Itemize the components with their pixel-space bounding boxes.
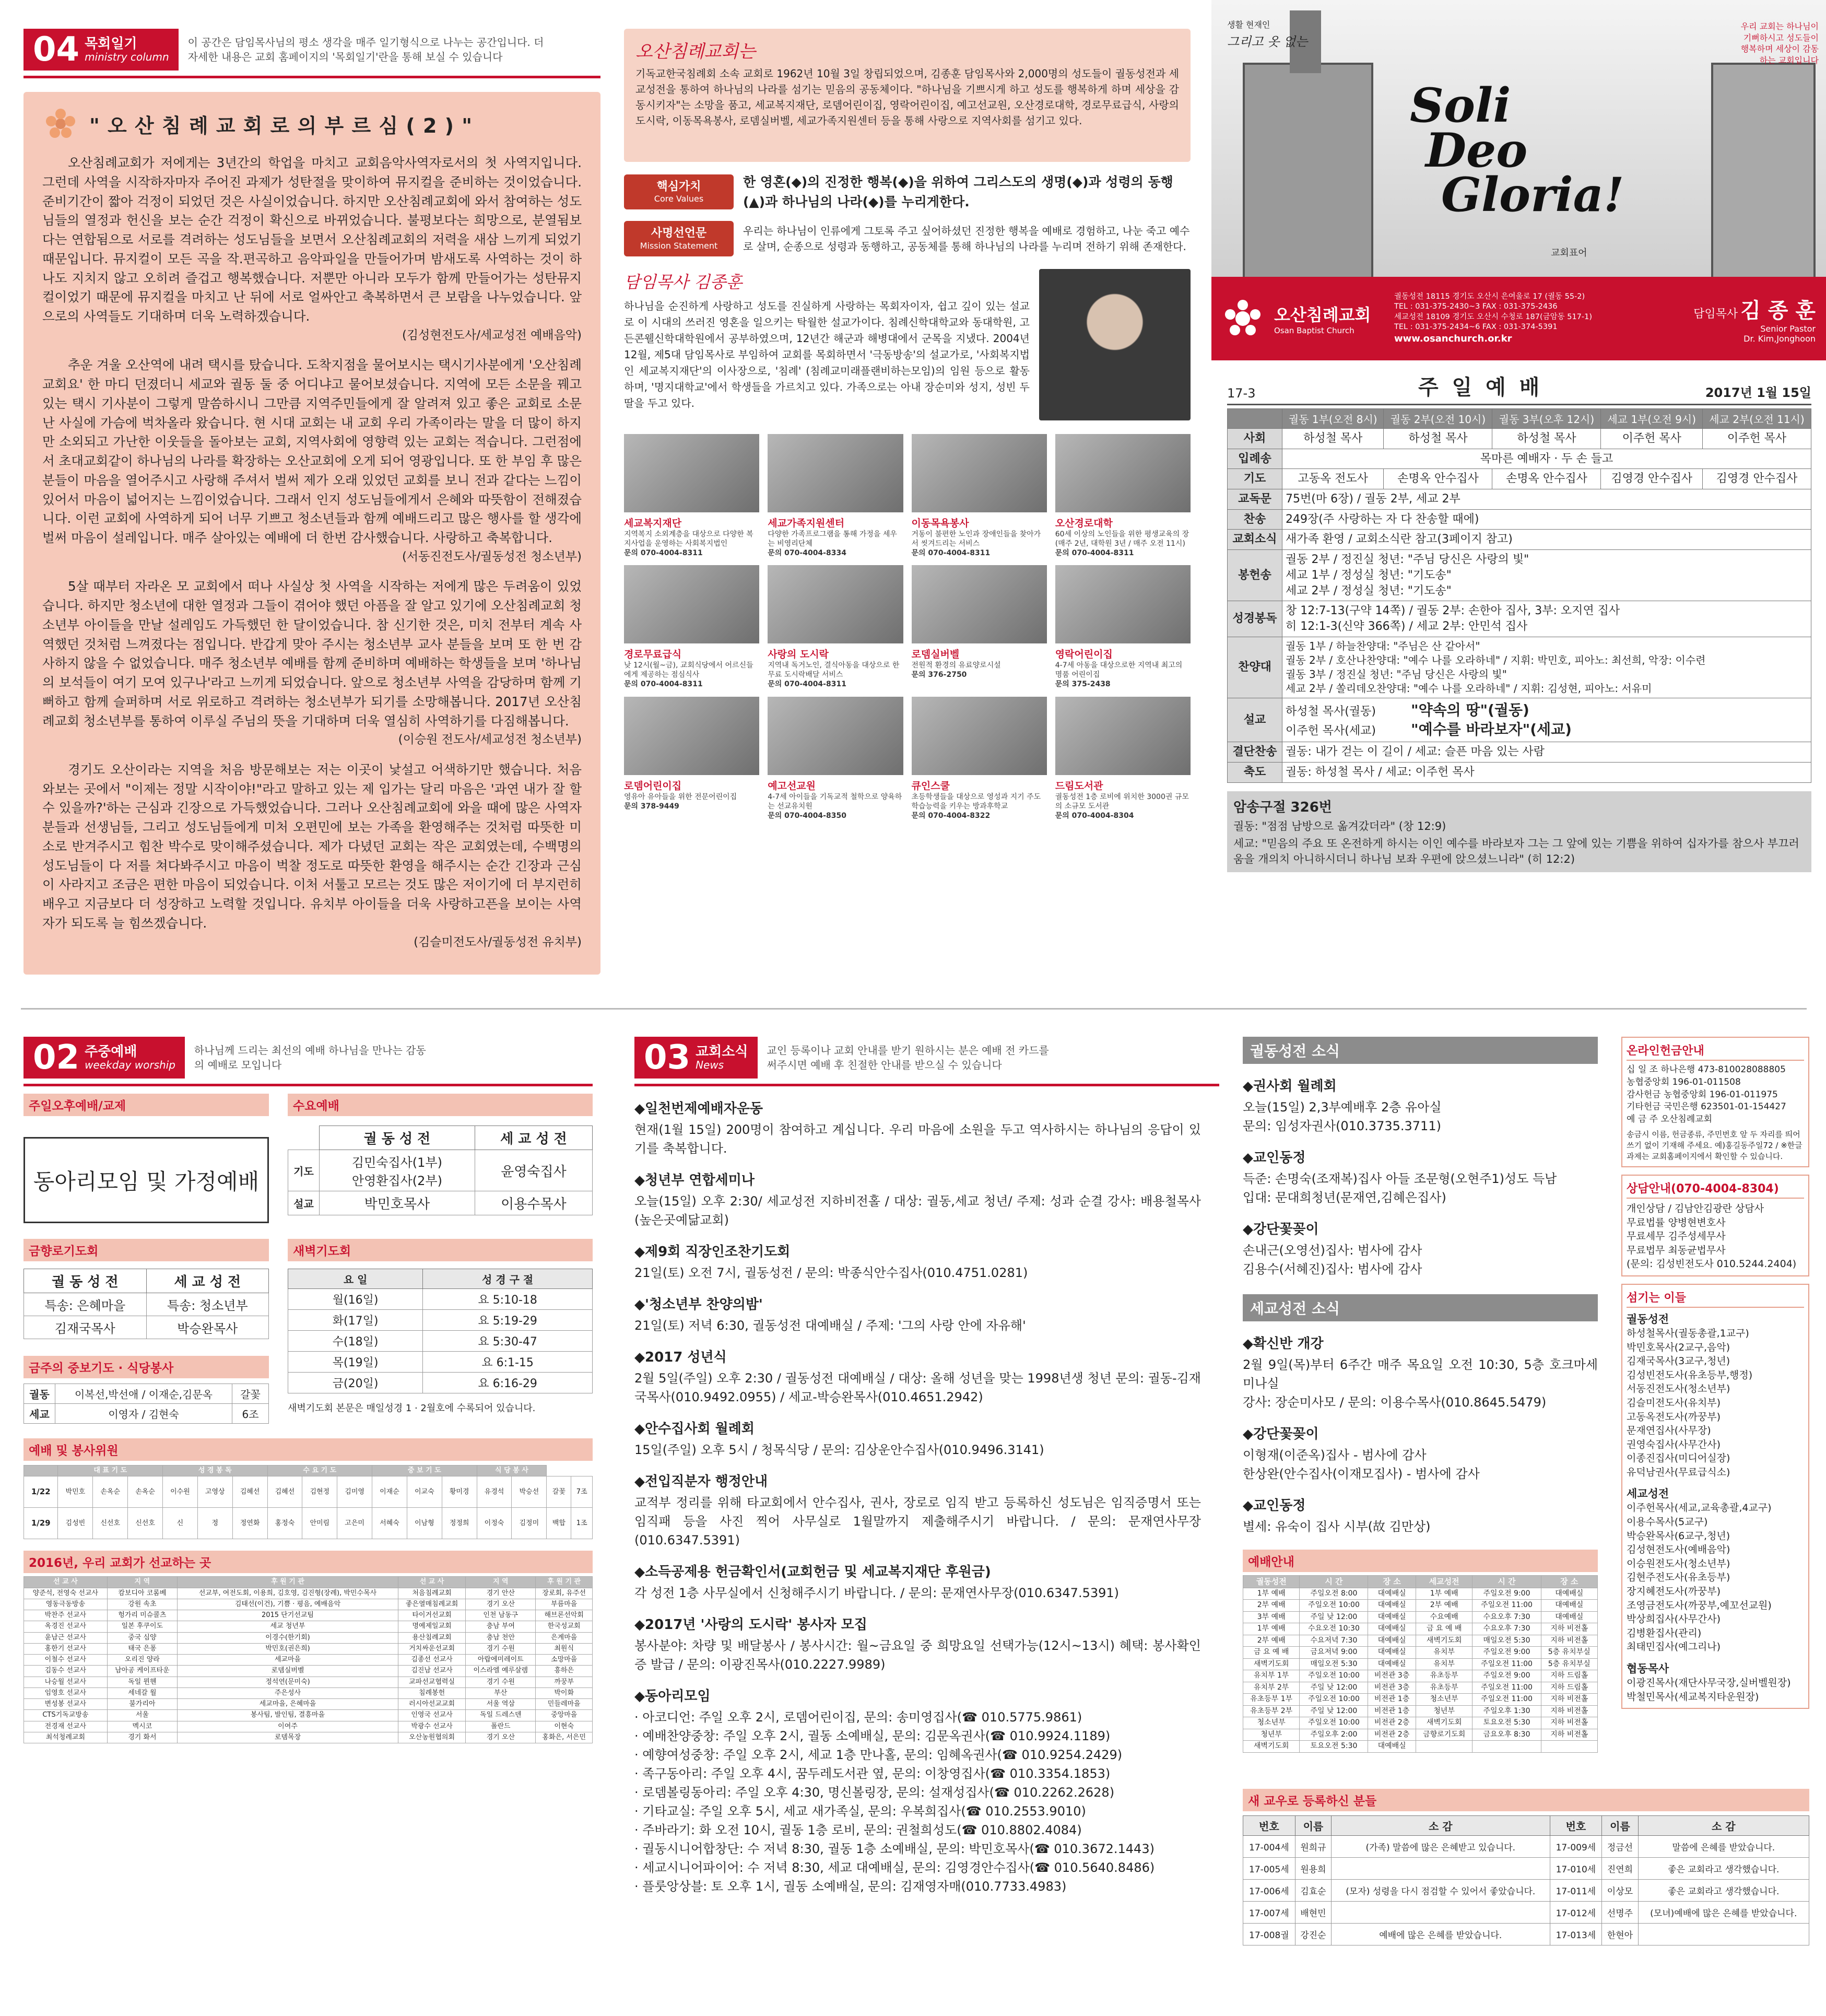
news-heading: ◆전입직분자 행정안내 — [634, 1474, 768, 1490]
address-gwoldong: 궐동성전 18115 경기도 오산시 은여울로 17 (궐동 55-2) — [1394, 292, 1585, 301]
pastor-name: 김 종 훈 — [1740, 298, 1816, 323]
newcomer-row: 17-007세 배현민 17-012세 선명주 (모녀)예배에 많은 은혜를 받았습니다. — [1243, 1902, 1809, 1924]
news-heading: ◆제9회 직장인조찬기도회 — [634, 1244, 791, 1260]
guide-row: 새벽기도회 매일오전 5:30 대예배실 유치부 주일오전 11:00 5층 유치부실 — [1243, 1658, 1598, 1670]
mission-row: 전경재 선교사 멕시코 이여주 박광수 선교사 폴란드 이현숙 — [24, 1721, 593, 1732]
intro-box — [624, 29, 1191, 162]
guide-row: 유초등부 2부 주일 낮 12:00 비전관 1층 청년부 주일오후 1:30 지하 비전홀 — [1243, 1705, 1598, 1717]
gwoldong-staff: 하성철목사(궐동총괄,1교구) 박민호목사(2교구,음악) 김재국목사(3교구,청년) 김성빈전도사(유초등부,행정) 서동진전도사(청소년부) 김슬미전도사(유치부) 고동옥전도사(까꿍부) 문재연집사(사무장) 권영숙집사(사무간사) 이종진집사(미디어실장) 유덕남권사(무료급식소) — [1627, 1327, 1753, 1478]
right-note: 우리 교회는 하나님이 기뻐하시고 성도들이 행복하며 세상이 감동하는 교회입니다 — [1740, 21, 1819, 65]
decision-hymn: 궐동: 내가 걷는 이 길이 / 세교: 슬픈 마음 있는 사람 — [1282, 742, 1811, 763]
ministry-tel: 문의 070-4004-8311 — [768, 680, 846, 689]
news-body: 오늘(15일) 오후 2:30/ 세교성전 지하비전홀 / 대상: 궐동,세교 청년/ 주제: 성과 순결 강사: 배용철목사(높은곳예닮교회) — [634, 1194, 1201, 1227]
news-heading: ◆청년부 연합세미나 — [634, 1173, 755, 1188]
mission-row: 변성봉 선교사 불가리아 세교마을, 은혜마을 러시아선교교회 서울 역삼 민들레마을 — [24, 1699, 593, 1710]
intercession-table: 궐동 이복선,박선애 / 이재순,김문옥 갈꽃 세교 이영자 / 김현숙 6조 — [23, 1384, 269, 1424]
worship-title: 주 일 예 배 — [1418, 376, 1543, 400]
news-heading: ◆동아리모임 — [634, 1689, 711, 1704]
page-divider — [21, 1008, 1807, 1010]
intro-text: 기독교한국침례회 소속 교회로 1962년 10월 3일 창립되었으며, 김종훈 담임목사와 2,000명의 성도들이 궐동성전과 세교성전을 통하여 하나님의 나라를 섬기는 믿음의 공동체이다. "하나님을 기쁘시게 하고 성도를 행복하게 하며 세상을 감동시키자"는 소망을 품고, 세교복지재단, 로뎀어린이집, 영락어린이집, 예고선교원, 오산경로대학, 경로무료급식, 사랑의도시락, 이동목욕봉사, 로뎀실버벨, 세교가족지원센터 등을 통해 사랑으로 지역사회를 섬기고 있다. — [635, 67, 1179, 127]
news-body: 교적부 정리를 위해 타교회에서 안수집사, 권사, 장로로 임직 받고 등록하신 성도님은 임직증명서 또는 임직패 등을 사진 찍어 사무실로 1월말까지 제출해주시기 바랍니다. / 문의: 문재연사무장(010.6347.5391) — [634, 1495, 1201, 1548]
dawn-prayer-title: 새벽기도회 — [288, 1239, 593, 1261]
ministry-desc: 다양한 가족프로그램을 통해 가정을 세우는 비영리단체 — [768, 530, 897, 548]
ministry-title: 큐인스쿨 — [911, 780, 950, 792]
counseling-list: 개인상담 / 김남안김광란 상담사 무료법률 양병현변호사 무료세무 김주성세무사 무료법무 최동균법무사 (문의: 김성빈전도사 010.5244.2404) — [1627, 1202, 1797, 1270]
worship-guide-table: 궐동성전 시 간 장 소 세교성전 시 간 장 소 1부 예배 주일오전 8:00 대예배실 1부 예배 주일오전 9:00 대예배실 2부 예배 주일오전 10:00 대예배실 2부 예배 주일오전 11:00 대예배실 3부 예배 주일 낮 12:00 대예배실 수요예배 수요오후 7:30 대예배실 1부 예배 수요오전 10:30 대예배실 금 요 예 배 수요오후 7:30 지하 비전홀 2부 예배 수요저녁 7:30 대예배실 새벽기도회 매일오전 5:30 지하 비전홀 금 요 예 배 금요저녁 9:00 대예배실 유치부 주일오전 9:00 5층 유치부실 새벽기도회 매일오전 5:30 대예배실 유치부 주일오전 11:00 5층 유치부실 유치부 1부 주일오전 10:00 비전관 3층 유초등부 주일오전 9:00 지하 드림홀 유치부 2부 주일 낮 12:00 비전관 3층 유초등부 주일오전 11:00 지하 드림홀 유초등부 1부 주일오전 10:00 비전관 1층 청소년부 주일오전 11:00 지하 비전홀 유초등부 2부 주일 낮 12:00 비전관 1층 청년부 주일오후 1:30 지하 비전홀 청소년부 주일오전 10:00 비전관 2층 새벽기도회 토요오전 5:30 지하 비전홀 청년부 주일오후 2:00 비전관 2층 금향로기도회 금요오후 8:30 지하 비전홀 새벽기도회 토요오전 5:30 대예배실 — [1243, 1575, 1598, 1753]
section-description: 이 공간은 담임목사님의 평소 생각을 매주 일기형식으로 나누는 공간입니다. 더 자세한 내용은 교회 홈페이지의 '목회일기'란을 통해 보실 수 있습니다 — [187, 36, 544, 63]
online-offering-note: 송금시 이름, 헌금종류, 주민번호 앞 두 자리를 띄어쓰기 없이 기재해 주세요. 예)홍길동주일72 / ※한글과제는 교회홈페이지에서 확인할 수 있습니다. — [1627, 1129, 1803, 1161]
service-row: 1/29 김성빈 신선호 신선호 신 정 정연화 홍정숙 안미림 고은미 서혜숙 이남형 정정희 이정숙 김정미 백합 1조 — [24, 1508, 593, 1539]
pastor-label: 담임목사 — [1693, 307, 1738, 321]
news-heading: ◆교인동정 — [1243, 1498, 1306, 1514]
mission-row: 영동극동방송 강원 속초 김태선(이건), 기쁨 · 평음, 예배음악 좋은열매침례교회 경기 오산 부름마을 — [24, 1599, 593, 1610]
mission-row: 홍한기 선교사 태국 은퐁 박민호(권은희) 거치싸운선교회 경기 수원 최원식 — [24, 1643, 593, 1654]
motto-deo: Deo — [1426, 122, 1528, 178]
mission-row: 임영호 선교사 세네갈 월 주은성사 침례봉헌 부산 박이화 — [24, 1687, 593, 1698]
ministry-card — [768, 565, 903, 689]
section-badge — [23, 29, 179, 71]
column-paragraph: 경기도 오산이라는 지역을 처음 방문해보는 저는 이곳이 낯설고 어색하기만 했습니다. 처음 와보는 곳에서 "이제는 정말 시작이야!"라고 말하고 있는 제 입가는 달리 마음은 '과연 내가 잘 할 수 있을까?'하는 근심과 긴장으로 가득했었습니다. 그러나 오산침례교회에 와을 때에 많은 사역자분들과 선생님들, 그리고 성도님들에게 미처 오편민에 보는 가족을 환영해주는 것처럼 따뜻한 미소로 반겨주시고 힘찬 박수로 맞이해주셨습니다. 제가 다녔던 교회는 작은 교회였는데, 수백명의 성도님들이 다 저를 쳐다봐주시고 마음이 벅찰 정도로 따뜻한 환영을 해주시는 순간 긴장과 근심이 사라지고 조금은 편한 마음이 되었습니다. 이처 서툴고 모르는 것도 많은 저이기에 더 부지런히 배우고 지금보다 더 성장하고 노력할 것입니다. 유치부 아이들을 더욱 사랑하고픈을 보이는 사역자가 되도록 늘 힘쓰겠습니다. (김슬미전도사/궐동성전 유치부) — [42, 760, 582, 951]
counseling-box: 상담안내(070-4004-8304) 개인상담 / 김남안김광란 상담사 무료법률 양병현변호사 무료세무 김주성세무사 무료법무 최동균법무사 (문의: 김성빈전도사 010.5244.2404) — [1621, 1175, 1809, 1276]
ministry-photo — [624, 565, 759, 643]
ministry-card — [1055, 565, 1191, 689]
dawn-prayer-note: 새벽기도회 본문은 매일성경 1 · 2월호에 수록되어 있습니다. — [288, 1403, 536, 1414]
ministry-photo — [912, 697, 1047, 775]
cover-art — [1211, 0, 1826, 277]
dawn-row: 금(20일) 요 6:16-29 — [288, 1373, 593, 1393]
intercession-title: 금주의 중보기도 · 식당봉사 — [23, 1356, 269, 1378]
core-values-text: 한 영혼(◆)의 진정한 행복(◆)을 위하여 그리스도의 생명(◆)과 성령의 동행(▲)과 하나님의 나라(◆)를 누리게한다. — [743, 174, 1173, 209]
website-link[interactable]: www.osanchurch.or.kr — [1394, 333, 1512, 344]
column-title: " 오 산 침 례 교 회 로 의 부 르 심 ( 2 ) " — [89, 114, 473, 137]
mission-badge — [624, 221, 734, 256]
missions-title: 2016년, 우리 교회가 선교하는 곳 — [23, 1551, 593, 1573]
ministry-desc: 궐동성전 1층 로비에 위치한 3000권 규모의 소규모 도서관 — [1055, 792, 1189, 811]
friday-table: 궐 동 성 전 세 교 성 전 특송: 은혜마을 특송: 청소년부 김재국목사 박승완목사 — [23, 1269, 269, 1339]
prayer-cell: 손명옥 안수집사 — [1384, 469, 1492, 489]
gwoldong-news-title: 궐동성전 소식 — [1243, 1037, 1598, 1064]
ministry-card — [1055, 697, 1191, 821]
wednesday-title: 수요예배 — [288, 1094, 593, 1116]
author-signature: (김성현전도사/세교성전 예배음악) — [402, 328, 582, 342]
mission-text: 우리는 하나님이 인류에게 그토록 주고 싶어하셨던 진정한 행복을 예배로 경험하고, 나눈 죽고 예수로 살며, 순종으로 성령과 동행하고, 공동체를 통해 하나님의 나라를 누리며 전하기 위해 존재한다. — [743, 224, 1190, 253]
page-2-weekday-worship — [23, 1037, 593, 2003]
news-body: 봉사분야: 차량 및 배달봉사 / 봉사시간: 월~금요일 중 희망요일 선택가능(12시~13시) 혜택: 봉사확인증 발급 / 문의: 이광진목사(010.2227.9989) — [634, 1638, 1201, 1672]
news-body: 15일(주일) 오후 5시 / 청목식당 / 문의: 김상운안수집사(010.9496.3141) — [634, 1443, 1044, 1457]
mission-label: 사명선언문 — [651, 227, 707, 240]
section-badge: 03 교회소식 News — [634, 1037, 758, 1079]
motto-gloria: Gloria! — [1441, 167, 1624, 222]
mission-row: 나승월 선교사 독일 뮌헨 정석연(문미숙) 교파선교협력실 경기 수원 까꿍부 — [24, 1677, 593, 1687]
sermon: 하성철 목사(궐동) "약속의 땅"(궐동) 이주헌 목사(세교) "예수를 바라보자"(세교) — [1282, 698, 1811, 742]
ministry-desc: 영유아 유아들을 위한 전문어린이집 — [624, 792, 737, 801]
ministry-title: 예고선교원 — [768, 780, 816, 792]
ministry-photo — [912, 434, 1047, 512]
motto — [1410, 78, 1624, 222]
church-news-list — [634, 1086, 1201, 1896]
guide-row: 새벽기도회 토요오전 5:30 대예배실 — [1243, 1741, 1598, 1753]
news-body: 이형재(이준옥)집사 - 범사에 감사 한상완(안수집사(이재모집사) - 범사에 감사 — [1243, 1448, 1480, 1481]
motto-caption: 교회표어 — [1551, 248, 1587, 259]
ministry-desc: 60세 이상의 노인들을 위한 평생교육의 장(매주 2년, 대학원 3년 / 매주 오전 11시) — [1055, 530, 1189, 548]
ministry-title: 이동목욕봉사 — [911, 517, 969, 529]
ministry-title: 오산경로대학 — [1055, 517, 1113, 529]
ministry-photo — [768, 697, 903, 775]
ministry-tel: 문의 070-4004-8304 — [1055, 812, 1134, 820]
ministry-desc: 지역내 독거노인, 결식아동을 대상으로 한 무료 도시락배달 서비스 — [768, 661, 900, 679]
ministry-title: 로뎀실버벨 — [911, 649, 960, 661]
news-heading: ◆강단꽃꽂이 — [1243, 1222, 1319, 1237]
ministry-title: 세교가족지원센터 — [768, 517, 845, 529]
mission-label-en: Mission Statement — [640, 240, 718, 251]
news-body: 득준: 손명숙(조재복)집사 아들 조문형(오현주1)성도 득남 입대: 문대희청년(문재연,김혜은집사) — [1243, 1171, 1557, 1205]
page-1-cover — [1211, 0, 1826, 982]
worship-column-header: 궐동 1부(오전 8시) — [1282, 409, 1384, 429]
column-paragraph: 오산침례교회가 저에게는 3년간의 학업을 마치고 교회음악사역자로서의 첫 사역지입니다. 그런데 사역을 시작하자마자 주어진 과제가 성탄절을 맞이하여 뮤지컬을 준비하는 것이었습니다. 준비기간이 짧아 걱정이 되었던 것은 사실이었습니다. 하지만 오산침례교회에 와서 참여하는 성도님들의 열정과 헌신을 보는 순간 걱정이 확신으로 바뀌었습니다. 불평보다는 희망으로, 분열됨보다는 연합됨으로 서로를 격려하는 성도님들을 보면서 오산침례교회의 저력을 새삼 느끼게 되었기 때문입니다. 뮤지컬이 모든 곡을 작.편곡하고 음악파일을 만들어가며 밤새도록 사역하는 것이 하나도 지치지 않고 오히려 즐겁고 행복했습니다. 저뿐만 아니라 모두가 함께 만들어가는 성탄뮤지컬이었기 때문에 뮤지컬을 마치고 난 뒤에 서로 얼싸안고 축복하면서 큰 보람을 나누었습니다. 앞으로의 사역들도 기대하며 더욱 노력하겠습니다. (김성현전도사/세교성전 예배음악) — [42, 154, 582, 344]
ministry-tel: 문의 070-4004-8311 — [911, 548, 991, 557]
dawn-row: 수(18일) 요 5:30-47 — [288, 1331, 593, 1352]
choir: 궐동 1부 / 하늘찬양대: "주님은 산 같아서" 궐동 2부 / 호산나찬양대: "예수 나를 오라하네" / 지휘: 박민호, 피아노: 최선희, 악장: 이수련 궐동 3부 / 정진실 청년: "주님 당신은 사랑의 빛" 세교 2부 / 쏠리데오찬양대: "예수 나를 오라하네" / 지휘: 김성현, 피아노: 서유미 — [1282, 637, 1811, 698]
news-body: · 아코디언: 주일 오후 2시, 로뎀어린이집, 문의: 송미영집사(☎ 010.5775.9861) · 예배찬양중창: 주일 오후 2시, 궐동 소예배실, 문의: 김문옥권사(☎ 010.9924.1189) · 예향여성중창: 주일 오후 2시, 세교 1층 만나홀, 문의: 임혜옥권사(☎ 010.9254.2429) · 족구동아리: 주일 오후 4시, 꿈두레도서관 옆, 문의: 이창영집사(☎ 010.3354.1853) · 로뎀볼링동아리: 주일 오후 4:30, 명신볼링장, 문의: 설재성집사(☎ 010.2262.2628) · 기타교실: 주일 오후 5시, 세교 새가족실, 문의: 우복희집사(☎ 010.2553.9010) · 주바라기: 화 오전 10시, 궐동 1층 로비, 문의: 권철희성도(☎ 010.8802.4084) · 궐동시니어합창단: 수 저녁 8:30, 궐동 1층 소예배실, 문의: 박민호목사(☎ 010.3672.1443) · 세교시니어파이어: 수 저녁 8:30, 세교 대예배실, 문의: 김영경안수집사(☎ 010.5640.8486) · 플룻앙상블: 토 오후 1시, 궐동 소예배실, 문의: 김재영자매(010.7733.4983) — [634, 1710, 1155, 1894]
ministry-title: 드림도서관 — [1055, 780, 1103, 792]
host-cell: 이주헌 목사 — [1702, 429, 1811, 449]
issue-number: 17-3 — [1227, 386, 1256, 401]
info-sidebar — [1621, 1037, 1809, 1709]
ministry-tel: 문의 378-9449 — [624, 802, 679, 811]
mission-row: 양준석, 전영숙 선교사 캄보디아 코롬볘 선교부, 여전도회, 이용희, 김호영, 김진형(장례), 박민수목사 처음침례교회 경기 안산 장로회, 유주선 — [24, 1588, 593, 1599]
section-number: 04 — [33, 30, 80, 69]
news-body: 21일(토) 오전 7시, 궐동성전 / 문의: 박종식안수집사(010.4751.0281) — [634, 1265, 1028, 1280]
news-heading: ◆'청소년부 찬양의밤' — [634, 1297, 763, 1312]
news-body: 2월 5일(주일) 오후 2:30 / 궐동성전 대예배실 / 대상: 올해 성년을 맞는 1998년생 청년 문의: 궐동-김재국목사(010.9492.0955) / 세교-박승완목사(010.4651.2942) — [634, 1371, 1201, 1404]
newcomers-section — [1243, 1789, 1809, 1945]
prayer-cell: 손명옥 안수집사 — [1492, 469, 1601, 489]
author-signature: (이승원 전도사/세교성전 청소년부) — [398, 733, 582, 747]
church-name-en: Osan Baptist Church — [1274, 326, 1354, 335]
ministry-photo — [1055, 697, 1191, 775]
guide-row: 3부 예배 주일 낮 12:00 대예배실 수요예배 수요오후 7:30 대예배실 — [1243, 1611, 1598, 1623]
news-heading: ◆확신반 개강 — [1243, 1336, 1324, 1352]
guide-row: 1부 예배 주일오전 8:00 대예배실 1부 예배 주일오전 9:00 대예배실 — [1243, 1588, 1598, 1600]
mission-row: 이철수 선교사 오리진 양라 세교마을 김종선 선교사 아랍에미레이트 소망마을 — [24, 1655, 593, 1666]
mission-row: CTS기독교방송 서울 봉사팀, 발인팀, 결흥마을 인영국 선교사 독일 드레스덴 중앙마을 — [24, 1710, 593, 1721]
host-cell: 하성철 목사 — [1492, 429, 1601, 449]
ministry-card — [912, 565, 1047, 689]
top-hand: 그리고 옷 없는 — [1227, 34, 1308, 49]
dawn-row: 월(16일) 요 5:10-18 — [288, 1289, 593, 1310]
online-offering-box: 온라인헌금안내 십 일 조 하나은행 473-810028088805 농협중앙회 196-01-011508 감사헌금 농협중앙회 196-01-011975 기타헌금 국민은행 623501-01-154427 예 금 주 오산침례교회 송금시 이름, 헌금종류, 주민번호 앞 두 자리를 띄어쓰기 없이 기재해 주세요. 예)홍길동주일72 / ※한글과제는 교회홈페이지에서 확인할 수 있습니다. — [1621, 1037, 1809, 1167]
service-committee-title: 예배 및 봉사위원 — [23, 1438, 593, 1461]
ministry-card — [912, 434, 1047, 558]
ministry-photo — [624, 697, 759, 775]
pastor-name-en: Dr. Kim,Jonghoon — [1743, 333, 1816, 344]
page-4-header — [23, 29, 600, 78]
prayer-cell: 김영경 안수집사 — [1702, 469, 1811, 489]
worship-guide-title: 예배안내 — [1243, 1550, 1598, 1572]
ministry-tel: 문의 070-4004-8311 — [624, 680, 703, 689]
sunday-afternoon-title: 주일오후예배/교제 — [23, 1094, 269, 1116]
ministry-photo — [624, 434, 759, 512]
scripture-reading: 창 12:7-13(구약 14쪽) / 궐동 2부: 손한아 집사, 3부: 오지연 집사 히 12:1-3(신약 366쪽) / 세교 2부: 안민석 집사 — [1282, 601, 1811, 637]
memory-verse-segyo: 세교: "믿음의 주요 또 온전하게 하시는 이인 예수를 바라보자 그는 그 앞에 있는 기쁨을 위하여 십자가를 참으사 부끄러움을 개의치 아니하시더니 하나님 보좌 우편에 앉으셨느니라" (히 12:2) — [1233, 837, 1799, 865]
top-small: 생활 현재인 — [1227, 20, 1270, 30]
wednesday-table: 궐 동 성 전 세 교 성 전 기도 김민숙집사(1부) 안영환집사(2부) 윤영숙집사 설교 박민호목사 이용수목사 — [288, 1126, 593, 1215]
tel-gwoldong: TEL : 031-375-2430~3 FAX : 031-375-2436 — [1394, 302, 1558, 311]
memory-verse-title: 암송구절 326번 — [1233, 799, 1332, 815]
mission-row: 최석청례교회 경기 화서 로뎀목장 오산농원협의회 경기 오산 홍화은, 서은민 — [24, 1732, 593, 1743]
pastor-photo — [1039, 269, 1191, 420]
prayer-cell: 김영경 안수집사 — [1601, 469, 1702, 489]
benediction: 궐동: 하성철 목사 / 세교: 이주헌 목사 — [1282, 762, 1811, 782]
newcomer-row: 17-006세 김효순 (모자) 성령을 다시 점검할 수 있어서 좋았습니다. 17-011세 이상모 좋은 교회라고 생각했습니다. — [1243, 1880, 1809, 1902]
core-values-badge — [624, 174, 734, 210]
guide-row: 청년부 주일오후 2:00 비전관 2층 금향로기도회 금요오후 8:30 지하 비전홀 — [1243, 1729, 1598, 1741]
column-paragraphs — [42, 154, 582, 951]
news-body: 현재(1월 15일) 200명이 참여하고 계십니다. 우리 마음에 소원을 두고 역사하시는 하나님의 응답이 있기를 축복합니다. — [634, 1122, 1201, 1156]
ministry-card — [624, 434, 759, 558]
mission-row: 김동수 선교사 남아공 케이프타운 로뎀실버벨 김진남 선교사 이스라엘 예루살렘 흥하은 — [24, 1666, 593, 1677]
section-title: 목회일기 — [85, 36, 137, 52]
ministry-photo — [1055, 565, 1191, 643]
core-values-label-en: Core Values — [654, 194, 704, 204]
ministry-tel: 문의 070-4004-8334 — [768, 548, 846, 557]
guide-row: 2부 예배 수요저녁 7:30 대예배실 새벽기도회 매일오전 5:30 지하 비전홀 — [1243, 1635, 1598, 1647]
service-row: 1/22 박민호 손옥순 손옥순 이수원 고영상 김혜선 김혜선 김현정 김미영 이재순 이교숙 황미경 유경석 박승선 갈꽃 7조 — [24, 1476, 593, 1508]
ministry-tel: 문의 070-4004-8350 — [768, 812, 846, 820]
ministry-desc: 낮 12시(월~금), 교회식당에서 어르신들에게 제공하는 점심식사 — [624, 661, 753, 679]
news-body: 오늘(15일) 2,3부예배후 2층 유아실 문의: 임성자권사(010.3735.3711) — [1243, 1100, 1442, 1133]
church-news-ref: 새가족 환영 / 교회소식란 참고(3페이지 참고) — [1282, 530, 1811, 550]
news-body: 별세: 유숙이 집사 시부(故 김만상) — [1243, 1519, 1431, 1534]
worship-column-header: 세교 2부(오전 11시) — [1702, 409, 1811, 429]
church-logo-icon — [1222, 298, 1264, 339]
cooperating-pastors: 이광진목사(재단사무국장,실버벨원장) 박철민목사(세교복지타운원장) — [1627, 1677, 1791, 1703]
friday-title: 금향로기도회 — [23, 1239, 269, 1261]
online-offering-accounts: 십 일 조 하나은행 473-810028088805 농협중앙회 196-01-011508 감사헌금 농협중앙회 196-01-011975 기타헌금 국민은행 623501-01-154427 예 금 주 오산침례교회 — [1627, 1064, 1786, 1125]
church-building-illustration-right — [1711, 63, 1816, 277]
news-heading: ◆교인동정 — [1243, 1150, 1306, 1166]
ministry-card — [1055, 434, 1191, 558]
host-cell: 하성철 목사 — [1282, 429, 1384, 449]
pastor-heading: 담임목사 김종훈 — [624, 272, 743, 292]
ministry-desc: 전원적 환경의 유료양로시설 — [911, 661, 1001, 670]
section-badge: 02 주중예배 weekday worship — [23, 1037, 185, 1079]
pastor-bio: 하나님을 순진하게 사랑하고 성도를 진실하게 사랑하는 목회자이자, 쉽고 깊이 있는 설교로 이 시대의 쓰러진 영혼을 일으키는 탁월한 설교가이다. 침례신학대학교와 동대학원, 고든콘웰신학대학원에서 공부하였으며, 12년간 해군과 해병대에서 군목을 지냈다. 2004년 12월, 제5대 담임목사로 부임하여 교회를 목회하면서 '극동방송'의 설교가로, '사회복지법인 세교복지재단'의 이사장으로, '침례' (침례교미래플랜비하는모임)의 임원 등으로 활동하며, '명지대학교'에서 학생들을 가르치고 있다. 가족으로는 아내 장순미와 성지, 성빈 두 딸을 두고 있다. — [624, 299, 1030, 409]
segyo-news-title: 세교성전 소식 — [1243, 1294, 1598, 1321]
news-heading: ◆권사회 월례회 — [1243, 1079, 1337, 1094]
address-segyo: 세교성전 18109 경기도 오산시 수청로 187(금암동 517-1) — [1394, 312, 1593, 321]
section-title-en: ministry column — [85, 51, 169, 64]
newcomer-row: 17-005세 원용희 17-010세 진연희 좋은 교회라고 생각했습니다. — [1243, 1858, 1809, 1880]
motto-soli: Soli — [1410, 78, 1511, 133]
tel-segyo: TEL : 031-375-2434~6 FAX : 031-374-5391 — [1394, 323, 1558, 332]
ministry-tel: 문의 376-2750 — [911, 671, 967, 679]
newcomers-title: 새 교우로 등록하신 분들 — [1243, 1789, 1809, 1811]
worship-order — [1211, 371, 1826, 872]
memory-verse-gwoldong: 궐동: "점점 남방으로 옮겨갔더라" (창 12:9) — [1233, 819, 1446, 833]
worship-column-header: 궐동 3부(오후 12시) — [1492, 409, 1601, 429]
column-paragraph: 5살 때부터 자라온 모 교회에서 떠나 사실상 첫 사역을 시작하는 저에게 많은 두려움이 있었습니다. 하지만 청소년에 대한 열정과 그들이 겪어야 했던 아픔을 잘 알고 있기에 오산침례교회 청소년부 아이들을 만날 설레임도 가득했던 한 달이었습니다. 참 신기한 것은, 미치 전부터 계속 사역했던 것처럼 느껴졌다는 점입니다. 반갑게 맞아 주시는 청소년부 교사 분들을 보며 또 한 번 감사하지 않을 수 없었습니다. 매주 청소년부 예배를 함께 준비하며 예배하는 학생들을 보며 '하나님의 보석들이 여기 모여 있구나'라고 느끼게 되었습니다. 앞으로 청소년부 사역을 감당하며 함께 기뻐하고 함께 슬퍼하며 서로 위로하고 격려하는 청소년부가 되기를 소망해봅니다. 2017년 오산침례교회 청소년부를 통하여 이루실 주님의 뜻을 기대하며 더욱 열심히 사역하기를 다짐해봅니다. (이승원 전도사/세교성전 청소년부) — [42, 577, 582, 749]
dawn-row: 목(19일) 요 6:1-15 — [288, 1352, 593, 1373]
guide-row: 청소년부 주일오전 10:00 비전관 2층 새벽기도회 토요오전 5:30 지하 비전홀 — [1243, 1717, 1598, 1729]
news-body: 21일(토) 저녁 6:30, 궐동성전 대예배실 / 주제: '그의 사랑 안에 자유해' — [634, 1318, 1026, 1333]
worship-column-header: 세교 1부(오전 9시) — [1601, 409, 1702, 429]
responsive-reading: 75번(마 6장) / 궐동 2부, 세교 2부 — [1282, 489, 1811, 510]
news-body: 각 성전 1층 사무실에서 신청해주시기 바랍니다. / 문의: 문재연사무장(010.6347.5391) — [634, 1586, 1120, 1600]
segyo-news-list — [1243, 1333, 1598, 1536]
ministry-desc: 거동이 불편한 노인과 장애인들을 찾아가서 씻겨드리는 서비스 — [911, 530, 1041, 548]
church-name: 오산침례교회 — [1274, 305, 1371, 325]
ministry-photo-grid — [624, 434, 1191, 821]
ministry-title: 영락어린이집 — [1055, 649, 1113, 661]
news-body: 2월 9일(목)부터 6주간 매주 목요일 오전 10:30, 5층 호크마세미나실 강사: 장순미사모 / 문의: 이용수목사(010.8645.5479) — [1243, 1357, 1598, 1410]
ministry-tel: 문의 070-4004-8311 — [1055, 548, 1134, 557]
hymn: 249장(주 사랑하는 자 다 찬송할 때에) — [1282, 509, 1811, 530]
campus-news-column — [1243, 1037, 1598, 1753]
ministry-tel: 문의 070-4004-8322 — [911, 812, 991, 820]
ministry-desc: 4-7세 아동을 대상으로한 지역내 최고의 명품 어린이집 — [1055, 661, 1183, 679]
missions-table: 선 교 사 지 역 후 원 기 관 선 교 사 지 역 후 원 기 관 양준석, 전영숙 선교사 캄보디아 코롬볘 선교부, 여전도회, 이용희, 김호영, 김진형(장례), 박민수목사 처음침례교회 경기 안산 장로회, 유주선 영동극동방송 강원 속초 김태선(이건), 기쁨 · 평음, 예배음악 좋은열매침례교회 경기 오산 부름마을 박찬주 선교사 헝가리 미슈콜츠 2015 단기선교팀 타이거선교회 인천 남동구 해브론선악회 옥경진 선교사 일본 후쿠이도 세교 청년부 명예제일교회 충남 부여 한국성교회 윤남근 선교사 중국 심양 이경수(한기회) 용산침례교회 충남 천안 은계마을 홍한기 선교사 태국 은퐁 박민호(권은희) 거치싸운선교회 경기 수원 최원식 이철수 선교사 오리진 양라 세교마을 김종선 선교사 아랍에미레이트 소망마을 김동수 선교사 남아공 케이프타운 로뎀실버벨 김진남 선교사 이스라엘 예루살렘 흥하은 나승월 선교사 독일 뮌헨 정석연(문미숙) 교파선교협력실 경기 수원 까꿍부 임영호 선교사 세네갈 월 주은성사 침례봉헌 부산 박이화 변성봉 선교사 불가리아 세교마을, 은혜마을 러시아선교교회 서울 역삼 민들레마을 CTS기독교방송 서울 봉사팀, 발인팀, 결흥마을 인영국 선교사 독일 드레스덴 중앙마을 전경재 선교사 멕시코 이여주 박광수 선교사 폴란드 이현숙 최석청례교회 경기 화서 로뎀목장 오산농원협의회 경기 오산 홍화은, 서은민 — [23, 1576, 593, 1743]
ministry-tel: 문의 375-2438 — [1055, 680, 1111, 689]
ministry-card — [768, 697, 903, 821]
ministry-desc: 초등학생들을 대상으로 영성과 지기 주도 학습능력을 키우는 방과후학교 — [911, 792, 1041, 811]
news-heading: ◆안수집사회 월례회 — [634, 1421, 755, 1437]
sunday-afternoon-box: 동아리모임 및 가정예배 — [23, 1137, 269, 1223]
author-signature: (서동진전도사/궐동성전 청소년부) — [402, 549, 582, 564]
guide-row: 유치부 1부 주일오전 10:00 비전관 3층 유초등부 주일오전 9:00 지하 드림홀 — [1243, 1670, 1598, 1682]
service-committee-table: 대 표 기 도 성 경 봉 독 수 요 기 도 중 보 기 도 식 당 봉 사 1/22 박민호 손옥순 손옥순 이수원 고영상 김혜선 김혜선 김현정 김미영 이재순 이교숙 황미경 유경석 박승선 갈꽃 7조 1/29 김성빈 신선호 신선호 신 정 정연화 홍정숙 안미림 고은미 서혜숙 이남형 정정희 이정숙 김정미 백합 1조 — [23, 1465, 593, 1539]
dawn-prayer-table: 요 일 성 경 구 절 월(16일) 요 5:10-18 화(17일) 요 5:19-29 수(18일) 요 5:30-47 목(19일) 요 6:1-15 금(20일) 요 6:16-29 — [288, 1269, 593, 1393]
news-heading: ◆2017 성년식 — [634, 1350, 727, 1365]
ministry-card — [624, 697, 759, 821]
intro-title: 오산침례교회는 — [635, 41, 756, 62]
ministry-card — [912, 697, 1047, 821]
ministry-desc: 지역복지 소외계층을 대상으로 다양한 복지사업을 운영하는 사회복지법인 — [624, 530, 753, 548]
mission-row: 박찬주 선교사 헝가리 미슈콜츠 2015 단기선교팀 타이거선교회 인천 남동구 해브론선악회 — [24, 1610, 593, 1621]
worship-order-table: 궐동 1부(오전 8시) 궐동 2부(오전 10시) 궐동 3부(오후 12시) 세교 1부(오전 9시) 세교 2부(오전 11시) 사회 하성철 목사 하성철 목사 하성철 목사 이주헌 목사 이주헌 목사 입례송 목마른 예배자 · 두 손 들고 기도 고동옥 전도사 손명옥 안수집사 손명옥 안수집사 김영경 안수집사 김영경 안수집사 교독문 75번(마 6장) / 궐동 2부, 세교 2부 찬송 249장(주 사랑하는 자 다 찬송할 때에) 교회소식 새가족 환영 / 교회소식란 참고(3페이지 참고) 봉헌송 궐동 2부 / 정진실 청년: "주님 당신은 사랑의 빛" 세교 1부 / 정성실 청년: "기도송" 세교 2부 / 정성실 청년: "기도송" 성경봉독 창 12:7-13(구약 14쪽) / 궐동 2부: 손한아 집사, 3부: 오지연 집사 히 12:1-3(신약 366쪽) / 세교 2부: 안민석 집사 찬양대 궐동 1부 / 하늘찬양대: "주님은 산 같아서" 궐동 2부 / 호산나찬양대: "예수 나를 오라하네" / 지휘: 박민호, 피아노: 최선희, 악장: 이수련 궐동 3부 / 정진실 청년: "주님 당신은 사랑의 빛" 세교 2부 / 쏠리데오찬양대: "예수 나를 오라하네" / 지휘: 김성현, 피아노: 서유미 설교 하성철 목사(궐동) "약속의 땅"(궐동) 이주헌 목사(세교) "예수를 바라보자"(세교) 결단찬송 궐동: 내가 걷는 이 길이 / 세교: 슬픈 마음 있는 사람 축도 궐동: 하성철 목사 / 세교: 이주헌 목사 — [1227, 408, 1811, 783]
page-4-ministry-column — [23, 29, 600, 979]
news-heading: ◆2017년 '사랑의 도시락' 봉사자 모집 — [634, 1617, 867, 1633]
ministry-title: 사랑의 도시락 — [768, 649, 829, 661]
staff-box: 섬기는 이들 궐동성전 하성철목사(궐동총괄,1교구) 박민호목사(2교구,음악) 김재국목사(3교구,청년) 김성빈전도사(유초등부,행정) 서동진전도사(청소년부) 김슬미전도사(유치부) 고동옥전도사(까꿍부) 문재연집사(사무장) 권영숙집사(사무간사) 이종진집사(미디어실장) 유덕남권사(무료급식소) 세교성전 이주헌목사(세교,교육총괄,4교구) 이용수목사(5교구) 박승완목사(6교구,청년) 김성현전도사(예배음악) 이승원전도사(청소년부) 김현주전도사(유초등부) 장지혜전도사(까꿍부) 조영금전도사(까꿍부,예꼬선교원) 박상희집사(사무간사) 김병환집사(관리) 최태민집사(예그리나) 협동목사 이광진목사(재단사무국장,실버벨원장) 박철민목사(세교복지타운원장) — [1621, 1284, 1809, 1709]
ministry-desc: 4-7세 아이들을 기독교적 철학으로 양육하는 선교유치원 — [768, 792, 902, 811]
flower-icon — [42, 106, 79, 142]
prayer-cell: 고동옥 전도사 — [1282, 469, 1384, 489]
ministry-photo — [768, 565, 903, 643]
ministry-title: 세교복지재단 — [624, 517, 682, 529]
guide-row: 유초등부 1부 주일오전 10:00 비전관 1층 청소년부 주일오전 11:00 지하 비전홀 — [1243, 1694, 1598, 1706]
newcomer-row: 17-008궐 강진순 예배에 많은 은혜를 받았습니다. 17-013세 한현아 — [1243, 1924, 1809, 1945]
ministry-photo — [912, 565, 1047, 643]
gwoldong-news-list — [1243, 1075, 1598, 1279]
page-2-header: 02 주중예배 weekday worship 하나님께 드리는 최선의 예배 하나님을 만나는 감동의 예배로 모입니다 — [23, 1037, 593, 1086]
news-heading: ◆일천번제예배자운동 — [634, 1101, 763, 1117]
news-body: 손내근(오영선)집사: 범사에 감사 김용수(서혜진)집사: 범사에 감사 — [1243, 1243, 1422, 1276]
mission-row: 윤남근 선교사 중국 심양 이경수(한기회) 용산침례교회 충남 천안 은계마을 — [24, 1632, 593, 1643]
ministry-photo — [768, 434, 903, 512]
memory-verse-box — [1227, 791, 1811, 873]
page-3-header: 03 교회소식 News 교인 등록이나 교회 안내를 받기 원하시는 분은 예배 전 카드를 써주시면 예배 후 친절한 안내를 받으실 수 있습니다 — [634, 1037, 1219, 1086]
ministry-title: 경로무료급식 — [624, 649, 682, 661]
page-1-church-intro — [624, 29, 1191, 979]
worship-column-header: 궐동 2부(오전 10시) — [1384, 409, 1492, 429]
pastor-title-en: Senior Pastor — [1760, 323, 1816, 334]
ministry-card — [768, 434, 903, 558]
ministry-photo — [1055, 434, 1191, 512]
church-building-illustration — [1243, 63, 1373, 277]
core-values-label: 핵심가치 — [656, 180, 701, 193]
host-cell: 이주헌 목사 — [1601, 429, 1702, 449]
dawn-row: 화(17일) 요 5:19-29 — [288, 1310, 593, 1331]
newcomers-table: 번호 이름 소 감 번호 이름 소 감 17-004세 원희규 (가족) 말씀에 많은 은혜받고 있습니다. 17-009세 정금선 말씀에 은혜를 받았습니다. 17-005세 원용희 17-010세 진연희 좋은 교회라고 생각했습니다. 17-006세 김효순 (모자) 성령을 다시 점검할 수 있어서 좋았습니다. 17-011세 이상모 좋은 교회라고 생각했습니다. 17-007세 배현민 17-012세 선명주 (모녀)예배에 많은 은혜를 받았습니다. 17-008궐 강진순 예배에 많은 은혜를 받았습니다. 17-013세 한현아 — [1243, 1815, 1809, 1945]
news-heading: ◆소득공제용 헌금확인서(교회헌금 및 세교복지재단 후원금) — [634, 1564, 991, 1580]
guide-row: 2부 예배 주일오전 10:00 대예배실 2부 예배 주일오전 11:00 대예배실 — [1243, 1600, 1598, 1612]
guide-row: 유치부 2부 주일 낮 12:00 비전관 3층 유초등부 주일오전 11:00 지하 드림홀 — [1243, 1682, 1598, 1694]
ministry-title: 로뎀어린이집 — [624, 780, 682, 792]
ministry-tel: 문의 070-4004-8311 — [624, 548, 703, 557]
ministry-card — [624, 565, 759, 689]
column-box — [23, 92, 600, 975]
church-info-bar — [1211, 277, 1826, 360]
segyo-staff: 이주헌목사(세교,교육총괄,4교구) 이용수목사(5교구) 박승완목사(6교구,청년) 김성현전도사(예배음악) 이승원전도사(청소년부) 김현주전도사(유초등부) 장지혜전도사(까꿍부) 조영금전도사(까꿍부,예꼬선교원) 박상희집사(사무간사) 김병환집사(관리) 최태민집사(예그리나) — [1627, 1502, 1772, 1653]
newcomer-row: 17-004세 원희규 (가족) 말씀에 많은 은혜받고 있습니다. 17-009세 정금선 말씀에 은혜를 받았습니다. — [1243, 1836, 1809, 1858]
worship-date: 2017년 1월 15일 — [1705, 385, 1811, 400]
column-paragraph: 추운 겨울 오산역에 내려 택시를 탔습니다. 도착지점을 물어보시는 택시기사분에게 '오산침례교회요' 한 마디 던졌더니 세교와 궐동 둘 중 어디냐고 물어보셨습니다. 지역에 모든 소문을 꿰고 있는 택시 기사분이 그렇게 말씀하시니 그만큼 지역주민들에게 잘 알려져 있고 좋은 교회로 소문난 사실에 가슴에 벅차올라 왔습니다. 현 시대 교회는 내 교회 우리 가족이라는 말을 더 많이 하지만 소외되고 가난한 이웃들을 돌아보는 교회, 지역사회에 영향력 있는 교회는 적습니다. 그런점에서 초대교회같이 하나님의 나라를 확장하는 오산교회에 오게 되어 영광입니다. 또 한 부임 후 많은 분들이 마음을 열어주시고 사랑해 주셔서 벌써 제가 오래 있었던 교회를 보니 전과 같다는 느낌이 있어서 마음이 넓어지는 느낌이었습니다. 그래서 인지 성도님들에게서 은혜와 따뜻함이 전해졌습니다. 이런 교회에 사역하게 되어 너무 기쁘고 청소년들과 함께 예배드리고 많은 행사를 할 생각에 벌써 마음이 설레입니다. 매주 살아있는 예배에 더 한번 감사했습니다. 사랑하고 축복합니다. (서동진전도사/궐동성전 청소년부) — [42, 356, 582, 566]
offering-songs: 궐동 2부 / 정진실 청년: "주님 당신은 사랑의 빛" 세교 1부 / 정성실 청년: "기도송" 세교 2부 / 정성실 청년: "기도송" — [1282, 550, 1811, 601]
guide-row: 금 요 예 배 금요저녁 9:00 대예배실 유치부 주일오전 9:00 5층 유치부실 — [1243, 1647, 1598, 1659]
mission-row: 옥경진 선교사 일본 후쿠이도 세교 청년부 명예제일교회 충남 부여 한국성교회 — [24, 1621, 593, 1632]
entrance-song: 목마른 예배자 · 두 손 들고 — [1282, 449, 1811, 469]
host-cell: 하성철 목사 — [1384, 429, 1492, 449]
page-3-church-news — [634, 1037, 1809, 2003]
news-heading: ◆강단꽃꽂이 — [1243, 1426, 1319, 1442]
guide-row: 1부 예배 수요오전 10:30 대예배실 금 요 예 배 수요오후 7:30 지하 비전홀 — [1243, 1623, 1598, 1635]
author-signature: (김슬미전도사/궐동성전 유치부) — [414, 935, 582, 949]
